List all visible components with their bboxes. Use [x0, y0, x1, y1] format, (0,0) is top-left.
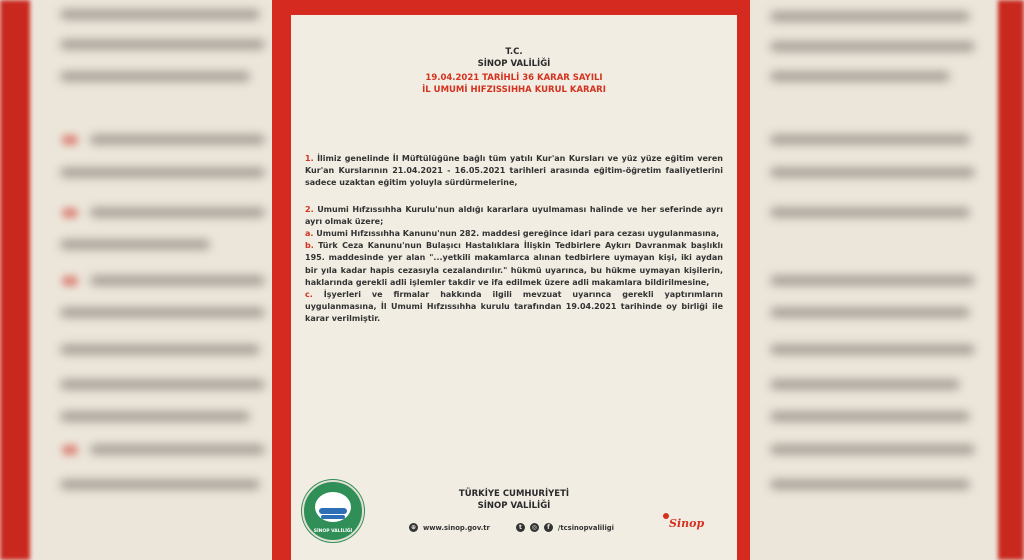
blurred-text-line [60, 240, 210, 249]
blurred-number [62, 445, 78, 455]
header-decision-line1: 19.04.2021 TARİHLİ 36 KARAR SAYILI [425, 73, 603, 83]
blurred-text-line [770, 412, 970, 421]
announcement-document [291, 15, 737, 560]
blurred-text-line [60, 380, 265, 389]
blurred-text-line [770, 308, 970, 317]
background-red-bar-right [998, 0, 1024, 560]
paragraph-a [305, 228, 723, 240]
paragraph-1 [305, 153, 723, 190]
instagram-icon[interactable]: ◎ [531, 524, 538, 531]
blurred-number [62, 135, 78, 145]
paragraph-number: 2. [305, 204, 314, 214]
blurred-text-line [60, 412, 250, 421]
paragraph-number: a. [305, 229, 314, 239]
blurred-text-line [60, 308, 265, 317]
blurred-text-line [60, 10, 260, 19]
paragraph-2 [305, 204, 723, 228]
paragraph-text: Umumi Hıfzıssıhha Kanunu'nun 282. maddesi gereğince idari para cezası uygulanmasına, [316, 229, 720, 239]
blurred-text-line [770, 42, 975, 51]
paragraph-number: c. [305, 290, 313, 300]
blurred-text-line [770, 380, 960, 389]
paragraph-c [305, 289, 723, 326]
blurred-text-line [60, 72, 250, 81]
blurred-text-line [60, 345, 260, 354]
blurred-text-line [770, 72, 950, 81]
blurred-text-line [60, 168, 265, 177]
sinop-brand-logo: Sinop [669, 517, 705, 530]
blurred-text-line [90, 276, 265, 285]
paragraph-b [305, 240, 723, 289]
facebook-icon[interactable]: f [544, 523, 553, 532]
blurred-text-line [770, 345, 975, 354]
decision-body [305, 153, 723, 326]
blurred-text-line [770, 276, 975, 285]
blurred-text-line [770, 445, 975, 454]
header-institution: SİNOP VALİLİĞİ [477, 59, 551, 69]
blurred-text-line [770, 135, 970, 144]
blurred-text-line [90, 135, 265, 144]
blurred-text-line [60, 480, 260, 489]
paragraph-text: Umumi Hıfzıssıhha Kurulu'nun aldığı kararlara uyulmaması halinde ve her seferinde ayrı ayrı olmak üzere; [305, 204, 723, 226]
blurred-text-line [770, 168, 975, 177]
paragraph-text: İlimiz genelinde İl Müftülüğüne bağlı tüm yatılı Kur'an Kursları ve yüz yüze eğitim veren Kur'an Kurslarının 21.04.2021 - 16.05.2021 tarihleri arasında eğitim-öğretim faaliyetlerini sadece uzaktan eğitim yoluyla sürdürmelerine, [305, 154, 724, 188]
header-decision-line2: İL UMUMİ HIFZISSIHHA KURUL KARARI [422, 85, 606, 95]
blurred-number [62, 276, 78, 286]
footer-title-line2: SİNOP VALİLİĞİ [477, 501, 551, 511]
header-country: T.C. [505, 47, 523, 57]
website-link[interactable]: www.sinop.gov.tr [423, 523, 490, 532]
paragraph-number: b. [305, 241, 314, 251]
blurred-text-line [90, 208, 265, 217]
blurred-text-line [90, 445, 265, 454]
blurred-text-line [770, 12, 970, 21]
emblem-wave [321, 515, 345, 519]
paragraph-text: Türk Ceza Kanunu'nun Bulaşıcı Hastalıklara İlişkin Tedbirlere Aykırı Davranmak başlıklı 195. maddesinde yer alan "...yetkili makamlarca alınan tedbirlere uymayan kişi, iki aydan bir yıla kadar hapis cezasıyla cezalandırılır." hükmü uyarınca, bu hükme uymayan kişilerin, haklarında gerekli adli işlemler takdir ve ifa edilmek üzere adli makamlara bildirilmesine, [305, 241, 723, 287]
footer-title-line1: TÜRKİYE CUMHURİYETİ [458, 489, 570, 499]
globe-icon: ⊕ [410, 524, 417, 531]
paragraph-number: 1. [305, 154, 314, 163]
blurred-text-line [770, 480, 970, 489]
contact-info [409, 523, 614, 532]
twitter-icon[interactable]: t [516, 523, 525, 532]
background-red-bar-left [0, 0, 30, 560]
social-handle[interactable]: /tcsinopvaliligi [557, 523, 614, 532]
blurred-number [62, 208, 78, 218]
emblem-ring-text: SİNOP VALİLİĞİ [313, 529, 353, 534]
blurred-text-line [770, 208, 970, 217]
blurred-text-line [60, 40, 265, 49]
paragraph-text: İşyerleri ve firmalar hakkında ilgili mevzuat uyarınca gerekli yaptırımların uygulanmasına, İl Umumi Hıfzıssıhha kurulu tarafından 19.04.2021 tarihinde oy birliği ile karar verilmiştir. [305, 290, 723, 324]
